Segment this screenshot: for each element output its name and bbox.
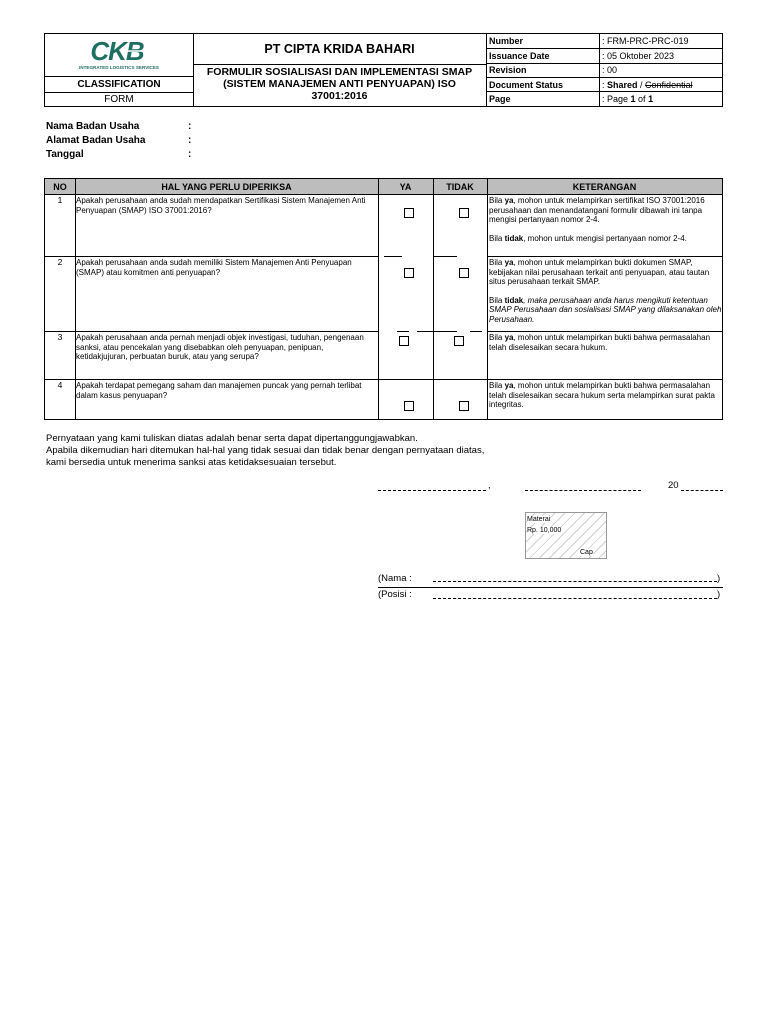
col-header-item: HAL YANG PERLU DIPERIKSA <box>75 179 378 195</box>
row-3-question: Apakah perusahaan anda pernah menjadi objek investigasi, tuduhan, pengenaan sanksi, atau pencekalan yang disebabkan oleh penyuapan, penipuan, ketidakjujuran, perbuatan buruk, atau yang serupa? <box>76 333 364 361</box>
col-header-no: NO <box>45 179 75 195</box>
col-header-yes: YA <box>378 179 433 195</box>
row-1-yes-checkbox[interactable] <box>404 208 414 218</box>
col-header-no-answer: TIDAK <box>433 179 487 195</box>
meta-number-label: Number <box>489 36 524 46</box>
signer-name-label: (Nama : <box>378 573 412 584</box>
meta-revision-value: : 00 <box>602 65 618 75</box>
row-2-question: Apakah perusahaan anda sudah memiliki Sistem Manajemen Anti Penyuapan (SMAP) atau komitmen anti penyuapan? <box>76 258 352 277</box>
row-2-number: 2 <box>57 257 63 267</box>
signer-name-field[interactable] <box>433 581 717 582</box>
signature-divider <box>378 587 723 588</box>
row-4-question: Apakah terdapat pemegang saham dan manajemen puncak yang pernah terlibat dalam kasus penyuapan? <box>76 381 362 400</box>
row-4-number: 4 <box>57 380 63 390</box>
year-prefix: 20 <box>668 480 679 491</box>
row-2-no-checkbox[interactable] <box>459 268 469 278</box>
document-header <box>44 33 723 107</box>
statement-line: kami bersedia untuk menerima sanksi atas ketidaksesuaian tersebut. <box>46 457 337 468</box>
meta-page-label: Page <box>489 94 511 104</box>
date-field-label: Tanggal <box>46 149 84 160</box>
row-3-yes-checkbox[interactable] <box>399 336 409 346</box>
row-1-remarks: Bila ya, mohon untuk melampirkan sertifikat ISO 37001:2016 perusahaan dan menandatangani formulir dibawah ini tanpa mengisi pertanyaan nomor 2-4. Bila tidak, mohon untuk mengisi pertanyaan nomor 2-4. <box>489 196 705 243</box>
row-3-no-checkbox[interactable] <box>454 336 464 346</box>
svg-text:CKB: CKB <box>90 38 144 66</box>
meta-page-value: : Page 1 of 1 <box>602 94 654 104</box>
company-logo <box>45 34 193 76</box>
meta-status-label: Document Status <box>489 80 564 90</box>
row-3-remarks: Bila ya, mohon untuk melampirkan bukti bahwa permasalahan telah diselesaikan secara hukum. <box>489 333 711 352</box>
company-name-field-label: Nama Badan Usaha <box>46 121 140 132</box>
date-field[interactable]: : <box>188 149 192 160</box>
stamp-amount: Rp. 10,000 <box>527 527 562 534</box>
form-title <box>193 64 486 107</box>
row-2-yes-checkbox[interactable] <box>404 268 414 278</box>
signer-position-field[interactable] <box>433 598 717 599</box>
meta-status-value: : Shared / Confidential <box>602 80 693 90</box>
form-title-line: (SISTEM MANAJEMEN ANTI PENYUAPAN) ISO <box>223 78 456 90</box>
place-date-separator: , <box>488 480 491 491</box>
company-address-field[interactable]: : <box>188 135 192 146</box>
meta-issuance-value: : 05 Oktober 2023 <box>602 51 675 61</box>
declaration-statement <box>46 433 646 469</box>
statement-line: Pernyataan yang kami tuliskan diatas adalah benar serta dapat dipertanggungjawabkan. <box>46 433 418 444</box>
signer-position-close: ) <box>717 589 721 600</box>
signer-position-label: (Posisi : <box>378 589 412 600</box>
row-1-question: Apakah perusahaan anda sudah mendapatkan Sertifikasi Sistem Manajemen Anti Penyuapan (SMAP) ISO 37001:2016? <box>76 196 366 215</box>
signer-name-close: ) <box>717 573 721 584</box>
company-name-field[interactable]: : <box>188 121 192 132</box>
row-3-number: 3 <box>57 332 63 342</box>
svg-text:INTEGRATED LOGISTICS SERVICES: INTEGRATED LOGISTICS SERVICES <box>79 65 159 70</box>
row-4-remarks: Bila ya, mohon untuk melampirkan bukti bahwa permasalahan telah diselesaikan secara hukum serta melampirkan surat pakta integritas. <box>489 381 715 409</box>
meta-revision-label: Revision <box>489 65 527 75</box>
meta-number-value: : FRM-PRC-PRC-019 <box>602 36 689 46</box>
row-1-no-checkbox[interactable] <box>459 208 469 218</box>
checklist-table <box>44 178 723 420</box>
meta-issuance-label: Issuance Date <box>489 51 550 61</box>
row-2-remarks: Bila ya, mohon untuk melampirkan bukti dokumen SMAP, kebijakan nilai perusahaan terkait anti penyuapan, atau tautan situs perusahaan terkait SMAP. Bila tidak, maka perusahaan anda harus mengikuti ketentuan SMAP Perusahaan dan sosialisasi SMAP yang dilaksanakan oleh Perusahaan. <box>489 258 722 324</box>
statement-line: Apabila dikemudian hari ditemukan hal-hal yang tidak sesuai dan tidak benar dengan pernyataan diatas, <box>46 445 485 456</box>
stamp-duty-box <box>525 512 607 559</box>
classification-label: CLASSIFICATION <box>77 78 161 90</box>
stamp-seal-label: Cap <box>580 549 593 556</box>
stamp-label: Materai <box>527 516 551 523</box>
company-name: PT CIPTA KRIDA BAHARI <box>264 42 415 56</box>
row-4-yes-checkbox[interactable] <box>404 401 414 411</box>
form-title-line: FORMULIR SOSIALISASI DAN IMPLEMENTASI SMAP <box>206 66 473 78</box>
form-label: FORM <box>104 94 134 105</box>
col-header-remarks: KETERANGAN <box>487 179 722 195</box>
company-address-field-label: Alamat Badan Usaha <box>46 135 146 146</box>
place-field[interactable] <box>378 490 486 491</box>
year-field[interactable] <box>681 490 723 491</box>
row-4-no-checkbox[interactable] <box>459 401 469 411</box>
day-month-field[interactable] <box>525 490 641 491</box>
form-title-line: 37001:2016 <box>311 90 368 102</box>
row-1-number: 1 <box>57 195 63 205</box>
